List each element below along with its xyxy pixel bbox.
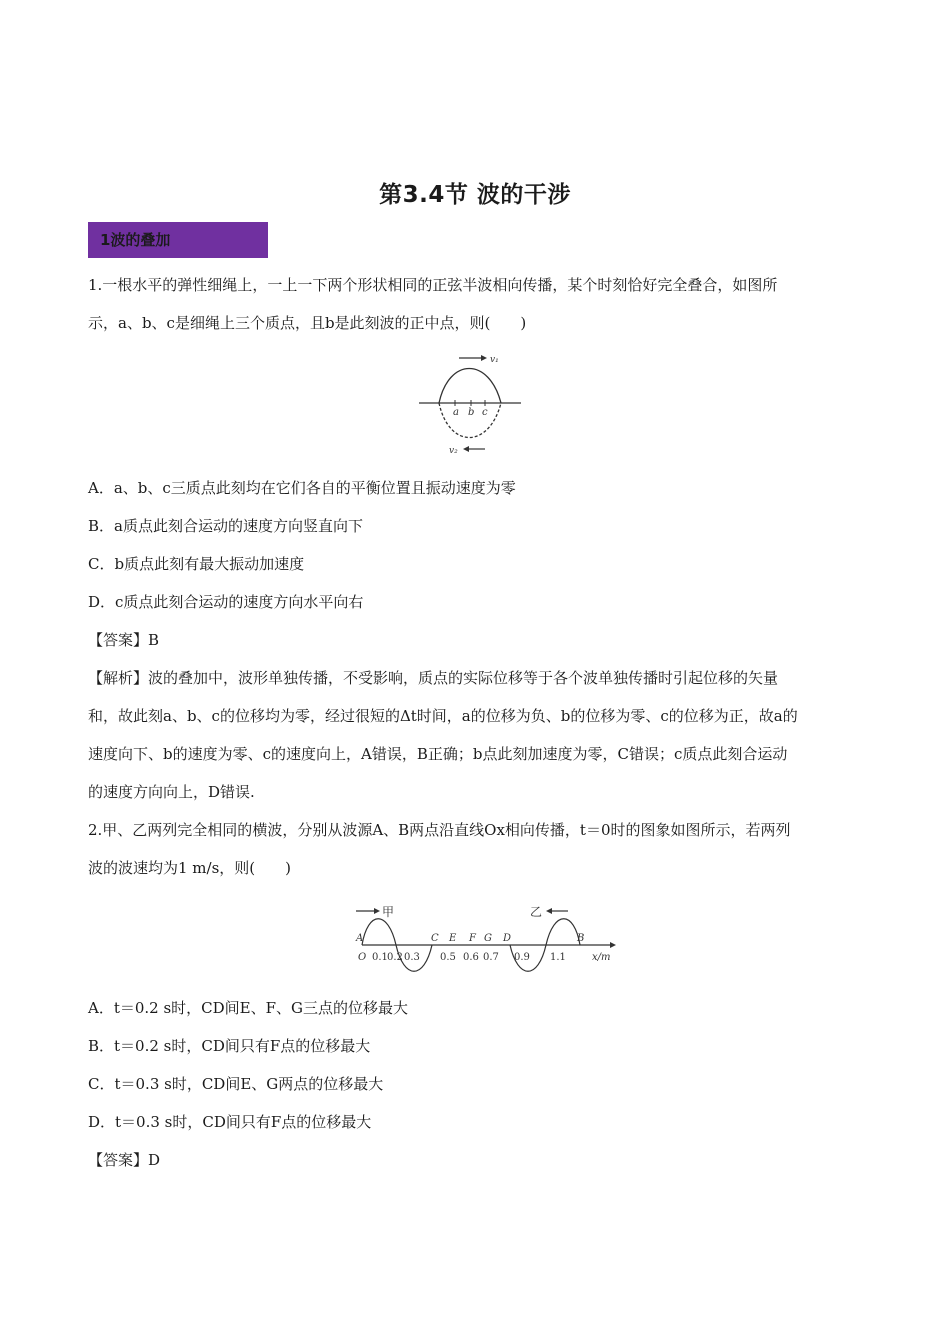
q2-answer: 【答案】D bbox=[88, 1151, 161, 1169]
q1-v1-label: v₁ bbox=[490, 355, 499, 365]
q1-figure bbox=[415, 352, 525, 460]
q2-point-E: E bbox=[449, 933, 457, 944]
q2-option-d: D．t＝0.3 s时，CD间只有F点的位移最大 bbox=[88, 1113, 372, 1131]
q1-upper-wave bbox=[439, 369, 501, 404]
q2-tick-0.3: 0.3 bbox=[404, 952, 420, 963]
q2-axis-label: x/m bbox=[592, 952, 611, 963]
q2-stem-line1: 2.甲、乙两列完全相同的横波，分别从波源A、B两点沿直线Ox相向传播，t＝0时的图象如图所示，若两列 bbox=[88, 821, 791, 839]
q1-option-a: A．a、b、c三质点此刻均在它们各自的平衡位置且振动速度为零 bbox=[88, 479, 516, 497]
q1-stem-line2: 示，a、b、c是细绳上三个质点，且b是此刻波的正中点，则( ) bbox=[88, 314, 527, 332]
q2-tick-0.1: 0.1 bbox=[372, 952, 388, 963]
q1-option-d: D．c质点此刻合运动的速度方向水平向右 bbox=[88, 593, 364, 611]
q2-tick-0.2: 0.2 bbox=[387, 952, 403, 963]
q2-point-C: C bbox=[431, 933, 439, 944]
q2-point-A: A bbox=[356, 933, 364, 944]
q2-option-c: C．t＝0.3 s时，CD间E、G两点的位移最大 bbox=[88, 1075, 384, 1093]
q2-point-F: F bbox=[469, 933, 476, 944]
q1-stem-line1: 1.一根水平的弹性细绳上，一上一下两个形状相同的正弦半波相向传播，某个时刻恰好完全叠合，如图所 bbox=[88, 276, 778, 294]
page-title: 第3.4节 波的干涉 bbox=[379, 182, 571, 208]
q2-tick-0.7: 0.7 bbox=[483, 952, 499, 963]
q1-analysis-line4: 的速度方向向上，D错误. bbox=[88, 783, 255, 801]
q2-tick-1.1: 1.1 bbox=[550, 952, 566, 963]
q1-point-a: a bbox=[453, 407, 459, 418]
q2-tick-0.5: 0.5 bbox=[440, 952, 456, 963]
q1-answer: 【答案】B bbox=[88, 631, 160, 649]
q2-tick-0.6: 0.6 bbox=[463, 952, 479, 963]
q1-point-b: b bbox=[468, 407, 475, 418]
q1-analysis-line3: 速度向下、b的速度为零、c的速度向上，A错误，B正确；b点此刻加速度为零，C错误；c质点此刻合运动 bbox=[88, 745, 788, 763]
q1-analysis-line2: 和，故此刻a、b、c的位移均为零，经过很短的Δt时间，a的位移为负、b的位移为零、c的位移为正，故a的 bbox=[88, 707, 798, 725]
q2-stem-line2: 波的波速均为1 m/s，则( ) bbox=[88, 859, 291, 877]
q2-point-D: D bbox=[503, 933, 512, 944]
q2-wave-right-label: 乙 bbox=[530, 905, 543, 919]
q2-tick-0.9: 0.9 bbox=[514, 952, 530, 963]
section-badge: 1波的叠加 bbox=[88, 222, 268, 258]
q2-option-a: A．t＝0.2 s时，CD间E、F、G三点的位移最大 bbox=[88, 999, 409, 1017]
q2-wave-left-label: 甲 bbox=[382, 905, 395, 919]
q2-figure bbox=[352, 898, 622, 988]
q2-point-B: B bbox=[577, 933, 585, 944]
q2-point-G: G bbox=[484, 933, 492, 944]
q1-option-b: B．a质点此刻合运动的速度方向竖直向下 bbox=[88, 517, 363, 535]
q1-analysis-line1: 【解析】波的叠加中，波形单独传播，不受影响，质点的实际位移等于各个波单独传播时引起位移的矢量 bbox=[88, 669, 779, 687]
q1-option-c: C．b质点此刻有最大振动加速度 bbox=[88, 555, 305, 573]
q2-option-b: B．t＝0.2 s时，CD间只有F点的位移最大 bbox=[88, 1037, 371, 1055]
q1-v2-label: v₂ bbox=[449, 446, 458, 456]
q1-point-c: c bbox=[482, 407, 488, 418]
q2-point-O: O bbox=[358, 952, 367, 963]
